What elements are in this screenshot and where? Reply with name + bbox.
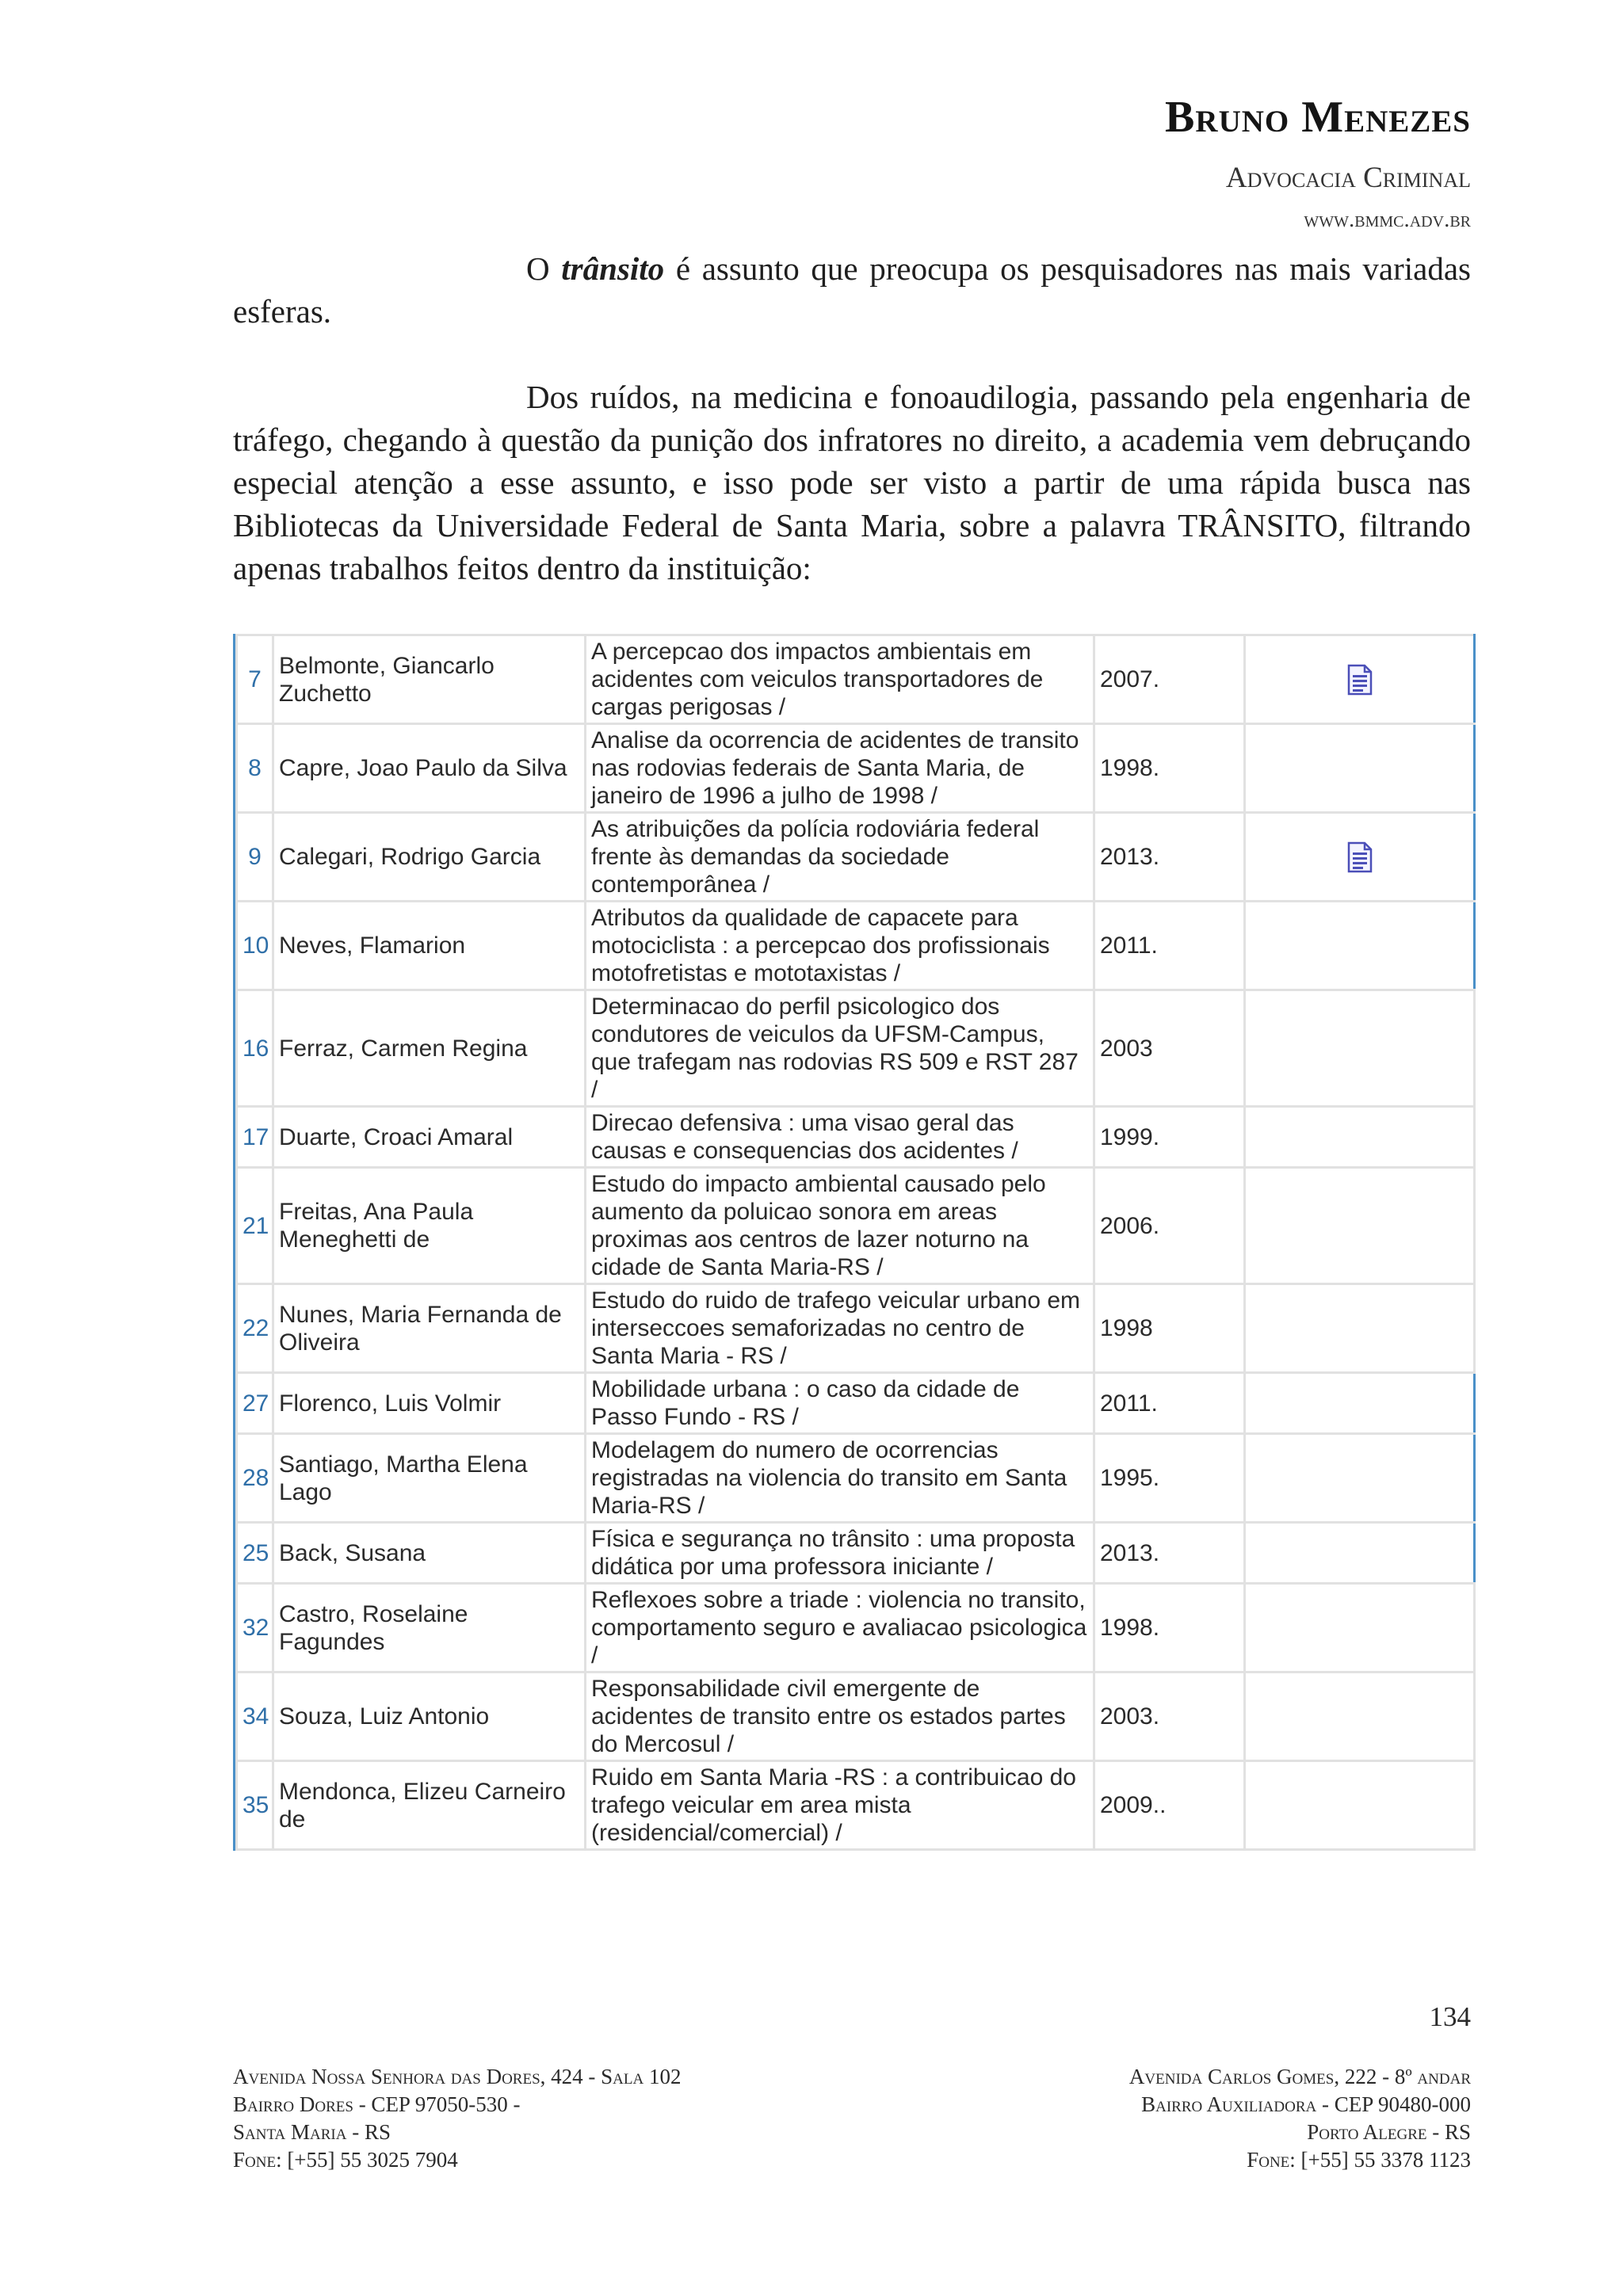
record-title[interactable]: Física e segurança no trânsito : uma proposta didática por uma professora iniciante / — [586, 1523, 1094, 1584]
record-fulltext-cell[interactable] — [1245, 635, 1475, 724]
record-fulltext-cell — [1245, 990, 1475, 1107]
record-fulltext-cell — [1245, 1107, 1475, 1168]
record-title[interactable]: Modelagem do numero de ocorrencias registradas na violencia do transito em Santa Maria-RS / — [586, 1434, 1094, 1523]
footer-line: Bairro Auxiliadora - CEP 90480-000 — [1141, 2092, 1471, 2116]
firm-website: www.bmmc.adv.br — [1304, 206, 1471, 232]
record-author: Santiago, Martha Elena Lago — [273, 1434, 586, 1523]
footer-line: Bairro Dores - CEP 97050-530 - — [233, 2092, 521, 2116]
record-fulltext-cell — [1245, 1584, 1475, 1672]
library-results-table — [233, 634, 1473, 1851]
record-fulltext-cell — [1245, 1523, 1475, 1584]
record-author: Souza, Luiz Antonio — [273, 1672, 586, 1761]
footer-line: Avenida Carlos Gomes, 222 - 8º andar — [1128, 2065, 1471, 2088]
results-table — [235, 634, 1476, 1851]
footer-line: Avenida Nossa Senhora das Dores, 424 - Sala 102 — [233, 2065, 682, 2088]
table-row — [237, 1434, 1475, 1523]
record-fulltext-cell — [1245, 724, 1475, 813]
paragraph-intro — [233, 247, 1471, 333]
record-title[interactable]: Estudo do impacto ambiental causado pelo aumento da poluicao sonora em areas proximas aos centros de lazer noturno na cidade de Santa Maria-RS / — [586, 1168, 1094, 1284]
record-year: 2007. — [1094, 635, 1245, 724]
record-title[interactable]: Responsabilidade civil emergente de acidentes de transito entre os estados partes do Mercosul / — [586, 1672, 1094, 1761]
table-row — [237, 1107, 1475, 1168]
record-fulltext-cell — [1245, 1672, 1475, 1761]
record-author: Freitas, Ana Paula Meneghetti de — [273, 1168, 586, 1284]
results-body — [237, 635, 1475, 1850]
record-number: 7 — [237, 635, 273, 724]
table-row — [237, 635, 1475, 724]
paragraph-intro-lead: O — [526, 250, 562, 287]
record-year: 2013. — [1094, 813, 1245, 902]
record-fulltext-cell — [1245, 1434, 1475, 1523]
record-number: 16 — [237, 990, 273, 1107]
record-author: Belmonte, Giancarlo Zuchetto — [273, 635, 586, 724]
record-title[interactable]: As atribuições da polícia rodoviária federal frente às demandas da sociedade contemporânea / — [586, 813, 1094, 902]
record-author: Ferraz, Carmen Regina — [273, 990, 586, 1107]
page-number: 134 — [1429, 2001, 1471, 2032]
table-row — [237, 1672, 1475, 1761]
paragraph-intro-rest: é assunto que preocupa os pesquisadores nas mais variadas esferas. — [233, 250, 1471, 330]
record-author: Duarte, Croaci Amaral — [273, 1107, 586, 1168]
record-title[interactable]: Estudo do ruido de trafego veicular urbano em interseccoes semaforizadas no centro de Santa Maria - RS / — [586, 1284, 1094, 1373]
footer-line: Fone: [+55] 55 3025 7904 — [233, 2148, 458, 2172]
record-title[interactable]: Mobilidade urbana : o caso da cidade de Passo Fundo - RS / — [586, 1373, 1094, 1434]
record-year: 2006. — [1094, 1168, 1245, 1284]
record-title[interactable]: Ruido em Santa Maria -RS : a contribuicao do trafego veicular em area mista (residencial/comercial) / — [586, 1761, 1094, 1850]
record-fulltext-cell — [1245, 902, 1475, 990]
table-row — [237, 902, 1475, 990]
record-year: 1995. — [1094, 1434, 1245, 1523]
record-title[interactable]: Atributos da qualidade de capacete para motociclista : a percepcao dos profissionais motofretistas e mototaxistas / — [586, 902, 1094, 990]
record-fulltext-cell — [1245, 1284, 1475, 1373]
record-number: 32 — [237, 1584, 273, 1672]
record-author: Florenco, Luis Volmir — [273, 1373, 586, 1434]
footer-address-santa-maria — [233, 2063, 681, 2174]
table-row — [237, 990, 1475, 1107]
record-year: 2009.. — [1094, 1761, 1245, 1850]
record-year: 2003. — [1094, 1672, 1245, 1761]
record-title[interactable]: Direcao defensiva : uma visao geral das causas e consequencias dos acidentes / — [586, 1107, 1094, 1168]
record-year: 1998. — [1094, 1584, 1245, 1672]
footer-line: Fone: [+55] 55 3378 1123 — [1247, 2148, 1471, 2172]
record-title[interactable]: Analise da ocorrencia de acidentes de transito nas rodovias federais de Santa Maria, de janeiro de 1996 a julho de 1998 / — [586, 724, 1094, 813]
record-title[interactable]: A percepcao dos impactos ambientais em acidentes com veiculos transportadores de cargas perigosas / — [586, 635, 1094, 724]
table-row — [237, 1168, 1475, 1284]
record-number: 21 — [237, 1168, 273, 1284]
record-year: 2013. — [1094, 1523, 1245, 1584]
record-author: Castro, Roselaine Fagundes — [273, 1584, 586, 1672]
paragraph-intro-emphasis: trânsito — [561, 250, 665, 287]
firm-subtitle: Advocacia Criminal — [1225, 161, 1471, 194]
record-year: 2011. — [1094, 902, 1245, 990]
document-icon[interactable] — [1346, 664, 1373, 696]
table-row — [237, 1523, 1475, 1584]
record-number: 28 — [237, 1434, 273, 1523]
record-year: 2003 — [1094, 990, 1245, 1107]
table-row — [237, 724, 1475, 813]
table-row — [237, 1284, 1475, 1373]
table-row — [237, 1584, 1475, 1672]
record-fulltext-cell — [1245, 1373, 1475, 1434]
letterhead — [1165, 93, 1471, 231]
record-number: 34 — [237, 1672, 273, 1761]
record-number: 27 — [237, 1373, 273, 1434]
record-year: 1998. — [1094, 724, 1245, 813]
record-author: Capre, Joao Paulo da Silva — [273, 724, 586, 813]
record-number: 9 — [237, 813, 273, 902]
record-title[interactable]: Determinacao do perfil psicologico dos condutores de veiculos da UFSM-Campus, que trafegam nas rodovias RS 509 e RST 287 / — [586, 990, 1094, 1107]
record-number: 8 — [237, 724, 273, 813]
footer-line: Santa Maria - RS — [233, 2120, 391, 2144]
table-row — [237, 1761, 1475, 1850]
record-number: 10 — [237, 902, 273, 990]
record-number: 22 — [237, 1284, 273, 1373]
paragraph-research — [233, 376, 1471, 589]
footer-line: Porto Alegre - RS — [1307, 2120, 1471, 2144]
paragraph-research-text: Dos ruídos, na medicina e fonoaudilogia, passando pela engenharia de tráfego, chegando à questão da punição dos infratores no direito, a academia vem debruçando especial atenção a esse assunto, e isso pode ser visto a partir de uma rápida busca nas Bibliotecas da Universidade Federal de Santa Maria, sobre a palavra TRÂNSITO, filtrando apenas trabalhos feitos dentro da instituição: — [233, 379, 1471, 586]
table-row — [237, 1373, 1475, 1434]
record-author: Back, Susana — [273, 1523, 586, 1584]
table-row — [237, 813, 1475, 902]
record-author: Nunes, Maria Fernanda de Oliveira — [273, 1284, 586, 1373]
firm-name: Bruno Menezes — [1165, 93, 1471, 142]
record-author: Mendonca, Elizeu Carneiro de — [273, 1761, 586, 1850]
record-fulltext-cell — [1245, 1168, 1475, 1284]
footer-address-porto-alegre — [1129, 2063, 1471, 2174]
record-author: Neves, Flamarion — [273, 902, 586, 990]
record-fulltext-cell — [1245, 1761, 1475, 1850]
record-fulltext-cell[interactable] — [1245, 813, 1475, 902]
document-icon[interactable] — [1346, 841, 1373, 873]
record-author: Calegari, Rodrigo Garcia — [273, 813, 586, 902]
record-number: 35 — [237, 1761, 273, 1850]
record-year: 2011. — [1094, 1373, 1245, 1434]
record-year: 1998 — [1094, 1284, 1245, 1373]
record-number: 17 — [237, 1107, 273, 1168]
record-year: 1999. — [1094, 1107, 1245, 1168]
record-title[interactable]: Reflexoes sobre a triade : violencia no transito, comportamento seguro e avaliacao psicologica / — [586, 1584, 1094, 1672]
record-number: 25 — [237, 1523, 273, 1584]
